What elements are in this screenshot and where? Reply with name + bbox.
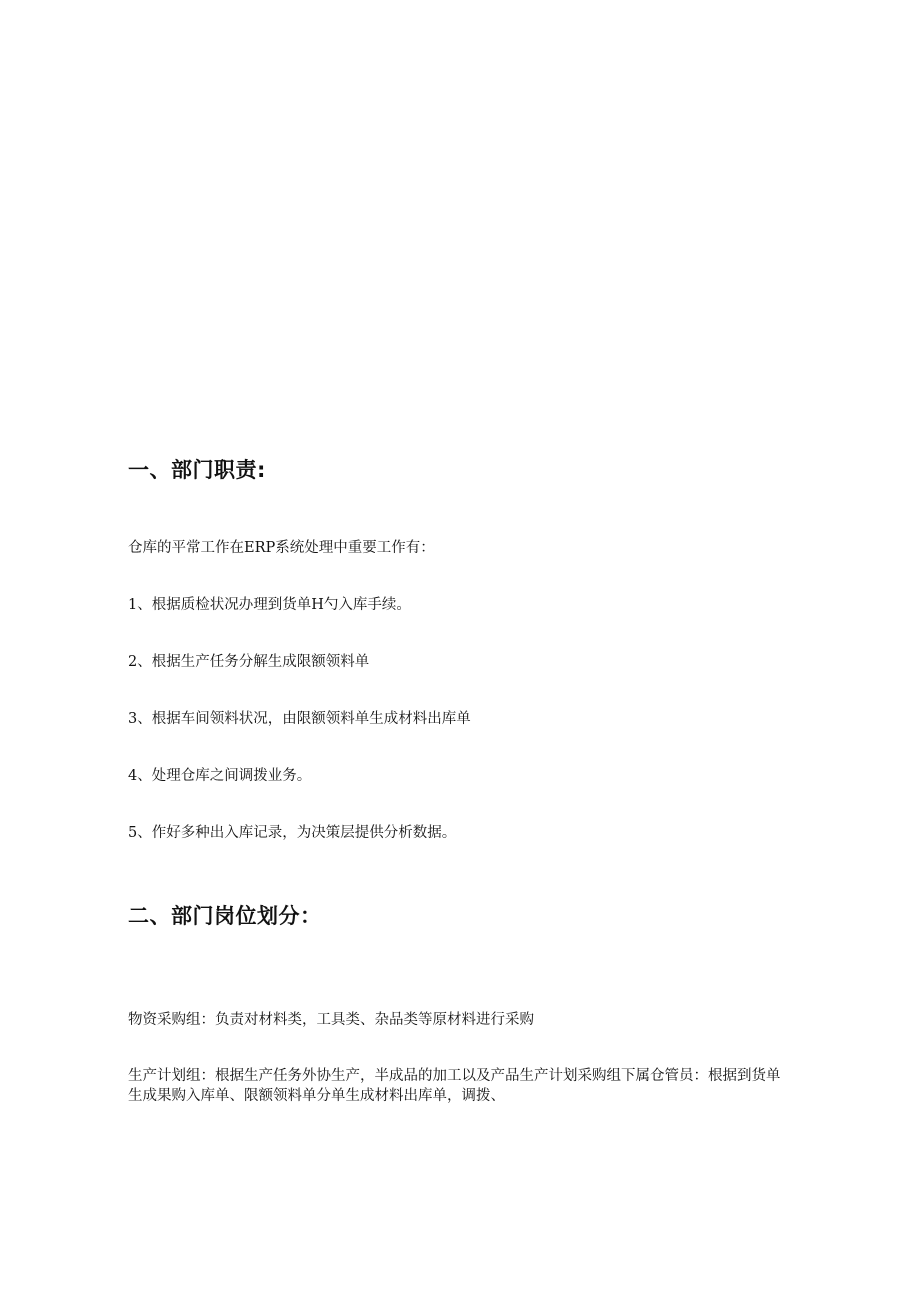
procurement-group-paragraph: 物资采购组：负责对材料类，工具类、杂品类等原材料进行采购 — [128, 1012, 534, 1028]
section-1-intro: 仓库的平常工作在ERP系统处理中重要工作有： — [128, 540, 435, 556]
duty-item-2: 2、根据生产任务分解生成限额领料单 — [128, 654, 370, 670]
section-1-heading: 一、部门职责: — [128, 458, 266, 482]
duty-item-3: 3、根据车间领料状况，由限额领料单生成材料出库单 — [128, 711, 471, 727]
duty-item-4: 4、处理仓库之间调拨业务。 — [128, 768, 312, 784]
planning-group-paragraph: 生产计划组：根据生产任务外协生产，半成品的加工以及产品生产计划采购组下属仓管员：根据到货单生成果购入库单、限额领料单分单生成材料出库单，调拨、 — [128, 1068, 781, 1104]
duty-item-5: 5、作好多种出入库记录，为决策层提供分析数据。 — [128, 825, 457, 841]
duty-item-1: 1、根据质检状况办理到货单H勺入库手续。 — [128, 597, 411, 613]
section-2-heading: 二、部门岗位划分： — [128, 904, 322, 928]
